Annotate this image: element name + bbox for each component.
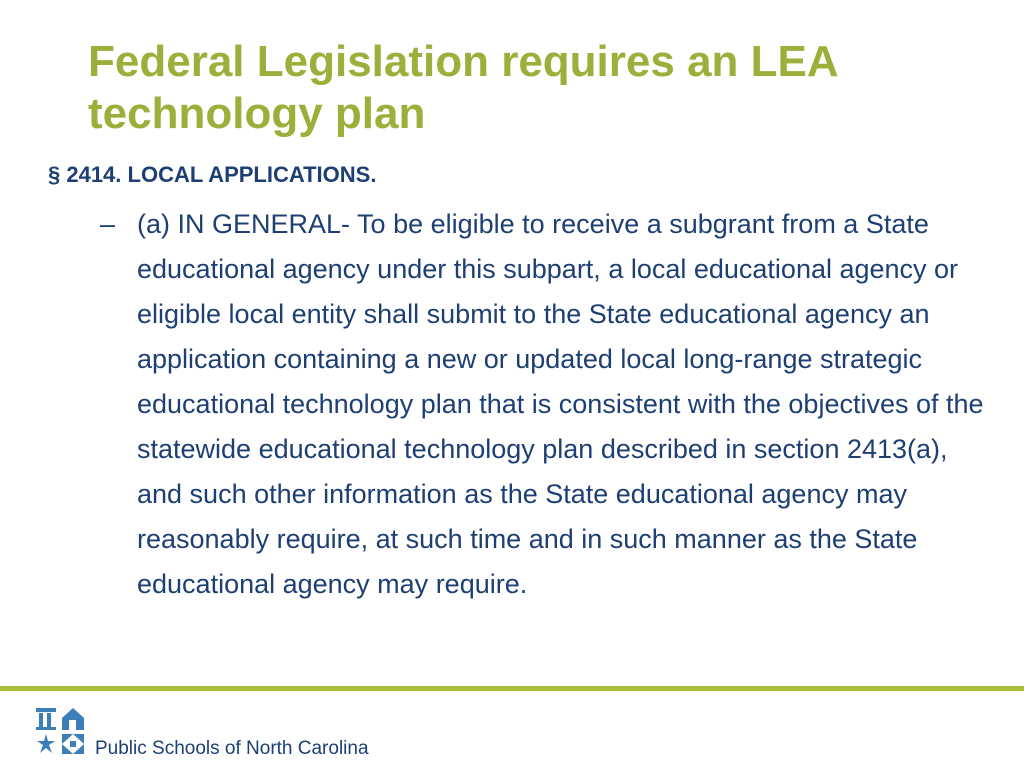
- footer-divider: [0, 686, 1024, 691]
- section-heading: § 2414. LOCAL APPLICATIONS.: [48, 162, 377, 187]
- slide-title: Federal Legislation requires an LEA technology plan: [88, 37, 838, 138]
- bullet-dash: –: [100, 209, 116, 239]
- nc-public-schools-logo-icon: [33, 704, 87, 758]
- bullet-item: [100, 202, 984, 607]
- bullet-text: (a) IN GENERAL- To be eligible to receive a subgrant from a State educational agency under this subpart, a local educational agency or eligible local entity shall submit to the State educational agency an application containing a new or updated local long-range strategic educational technology plan that is consistent with the objectives of the statewide educational technology plan described in section 2413(a), and such other information as the State educational agency may reasonably require, at such time and in such manner as the State educational agency may require.: [137, 209, 984, 599]
- footer-organization-name: Public Schools of North Carolina: [95, 738, 369, 759]
